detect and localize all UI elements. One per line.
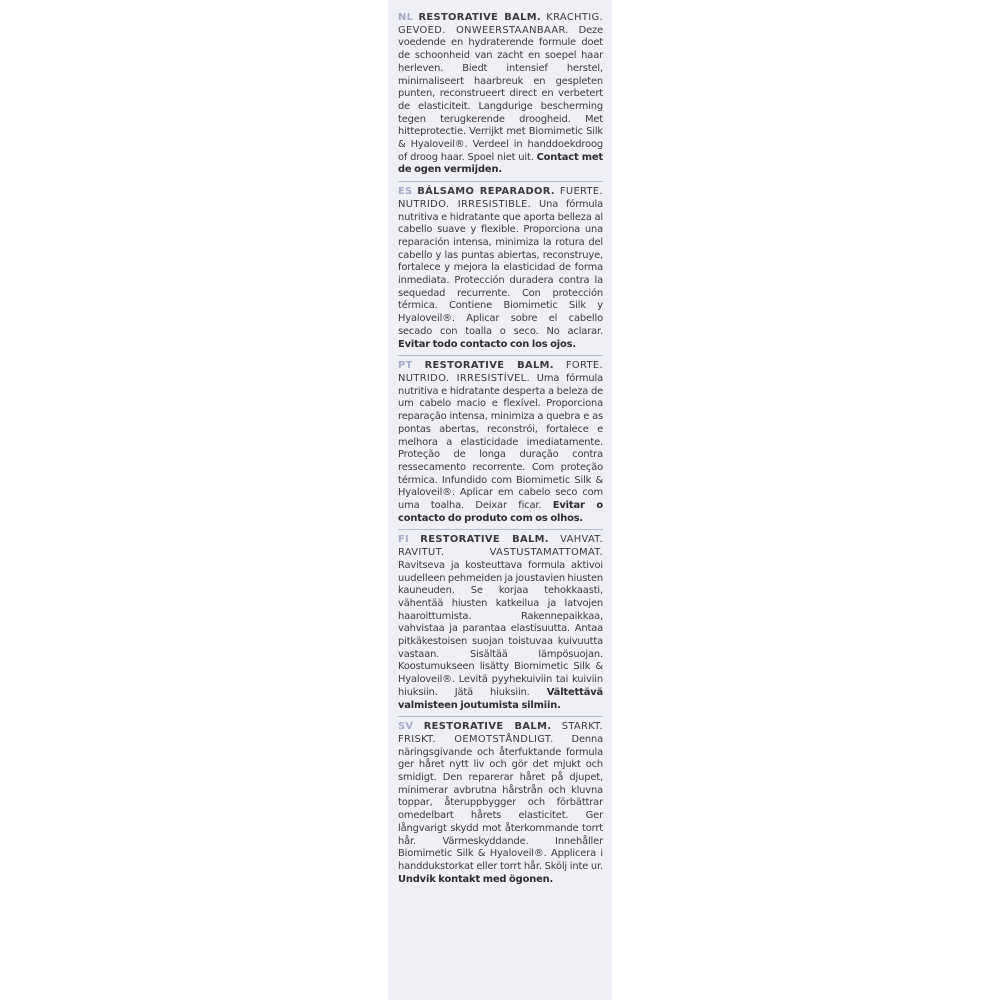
section-nl (398, 12, 603, 181)
section-warning-pt: Evitar o contacto do produto com os olhos. (398, 500, 604, 524)
divider (398, 181, 603, 182)
section-heading-pt: RESTORATIVE BALM. (424, 360, 554, 372)
language-code-fi: FI (398, 534, 410, 546)
divider (398, 355, 603, 356)
section-warning-sv: Undvik kontakt med ögonen. (398, 873, 554, 885)
language-code-es: ES (398, 186, 413, 198)
section-warning-nl: Contact met de ogen vermijden. (398, 151, 603, 176)
language-code-pt: PT (398, 360, 413, 372)
section-heading-es: BÁLSAMO REPARADOR. (417, 186, 556, 198)
section-body-es: Una fórmula nutritiva e hidratante que aporta belleza al cabello suave y flexible. Proporciona una reparación intensa, minimiza la rotura del cabello y las puntas abiertas, reconstruye, fortalece y mejora la elasticidad de forma inmediata. Protección duradera contra la sequedad recurrente. Con protección térmica. Contiene Biomimetic Silk y Hyaloveil®. Aplicar sobre el cabello secado con toalla o seco. No aclarar. (398, 198, 603, 337)
section-heading-nl: RESTORATIVE BALM. (418, 12, 542, 23)
language-code-nl: NL (398, 12, 414, 23)
section-tagline-nl: KRACHTIG. GEVOED. ONWEERSTAANBAAR. (398, 12, 604, 36)
section-tagline-pt: FORTE. NUTRIDO. IRRESISTÍVEL. (398, 360, 603, 384)
section-warning-fi: Vältettävä valmisteen joutumista silmiin. (398, 686, 604, 711)
divider (398, 716, 603, 717)
section-fi (398, 534, 603, 716)
divider (398, 529, 603, 530)
language-code-sv: SV (398, 721, 414, 733)
label-strip (388, 0, 612, 1000)
section-es (398, 186, 603, 355)
section-body-sv: Denna näringsgivande och återfuktande formula ger håret nytt liv och gör det mjukt och smidigt. Den reparerar håret på djupet, minimerar avbrutna hårstrån och kluvna toppar, återuppbygger och förbättrar omedelbart hårets elasticitet. Ger långvarigt skydd mot återkommande torrt hår. Värmeskyddande. Innehåller Biomimetic Silk & Hyaloveil®. Applicera i handdukstorkat eller torrt hår. Skölj inte ur. (398, 733, 603, 872)
section-body-nl: Deze voedende en hydraterende formule doet de schoonheid van zacht en soepel haar herleven. Biedt intensief herstel, minimaliseert haarbreuk en gespleten punten, reconstrueert direct en verbetert de elasticiteit. Langdurige bescherming tegen terugkerende droogheid. Met hitteprotectie. Verrijkt met Biomimetic Silk & Hyaloveil®. Verdeel in handdoekdroog of droog haar. Spoel niet uit. (398, 24, 603, 163)
section-sv (398, 721, 603, 890)
section-tagline-es: FUERTE. NUTRIDO. IRRESISTIBLE. (398, 186, 603, 210)
section-tagline-sv: STARKT. FRISKT. OEMOTSTÅNDLIGT. (398, 721, 604, 745)
section-heading-fi: RESTORATIVE BALM. (420, 534, 549, 546)
section-pt (398, 360, 603, 529)
section-heading-sv: RESTORATIVE BALM. (423, 721, 552, 733)
section-body-fi: Ravitseva ja kosteuttava formula aktivoi uudelleen pehmeiden ja joustavien hiusten kauneuden. Se korjaa tehokkaasti, vähentää hiusten katkeilua ja latvojen haaroittumista. Rakennepaikkaa, vahvistaa ja parantaa elastisuutta. Antaa pitkäkestoisen suojan toistuvaa kuivuutta vastaan. Sisältää lämpösuojan. Koostumukseen lisätty Biomimetic Silk & Hyaloveil®. Levitä pyyhekuiviin tai kuiviin hiuksiin. Jätä hiuksiin. (398, 559, 603, 698)
language-sections (398, 12, 603, 1000)
section-tagline-fi: VAHVAT. RAVITUT. VASTUSTAMATTOMAT. (398, 534, 604, 559)
section-warning-es: Evitar todo contacto con los ojos. (398, 338, 576, 350)
section-body-pt: Uma fórmula nutritiva e hidratante desperta a beleza de um cabelo macio e flexível. Proporciona reparação intensa, minimiza a quebra e as pontas abertas, reconstrói, fortalece e melhora a elasticidade imediatamente. Proteção de longa duração contra ressecamento recorrente. Com proteção térmica. Infundido com Biomimetic Silk & Hyaloveil®. Aplicar em cabelo seco com uma toalha. Deixar ficar. (398, 372, 603, 512)
